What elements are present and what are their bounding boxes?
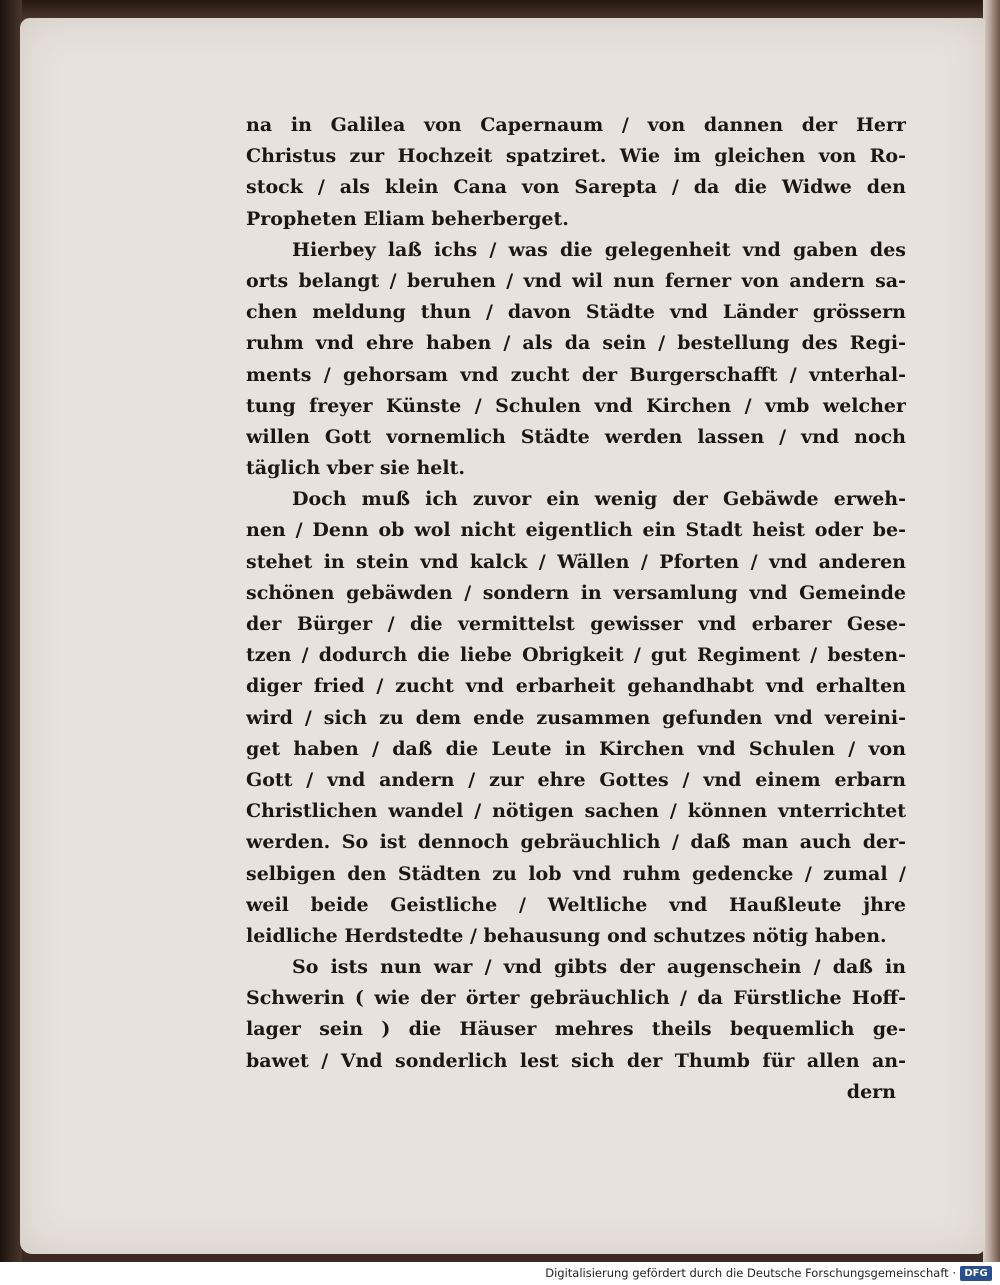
- text-line: schönen gebäwden / sondern in versamlung vnd Gemeinde: [246, 581, 906, 604]
- scan-border-left: [0, 0, 22, 1262]
- text-line: na in Galilea von Capernaum / von dannen der Herr: [246, 114, 906, 136]
- text-line: wird / sich zu dem ende zusammen gefunden vnd vereini-: [246, 706, 906, 729]
- text-line: Christus zur Hochzeit spatziret. Wie im gleichen von Ro-: [246, 145, 906, 168]
- text-line: bawet / Vnd sonderlich lest sich der Thumb für allen an-: [246, 1049, 906, 1072]
- text-line: tung freyer Künste / Schulen vnd Kirchen / vmb welcher: [246, 394, 906, 417]
- paragraph-start-line: Doch muß ich zuvor ein wenig der Gebäwde erweh-: [292, 488, 906, 511]
- text-line: Christlichen wandel / nötigen sachen / können vnterrichtet: [246, 800, 906, 823]
- text-line: selbigen den Städten zu lob vnd ruhm gedencke / zumal /: [246, 862, 906, 885]
- text-line: Gott / vnd andern / zur ehre Gottes / vnd einem erbarn: [246, 768, 906, 791]
- page-edge-right: [983, 0, 1000, 1262]
- text-line: stehet in stein vnd kalck / Wällen / Pforten / vnd anderen: [246, 550, 906, 573]
- text-line: willen Gott vornemlich Städte werden lassen / vnd noch: [246, 425, 906, 448]
- paragraph-start-line: So ists nun war / vnd gibts der augenschein / daß in: [292, 956, 906, 979]
- text-line: nen / Denn ob wol nicht eigentlich ein Stadt heist oder be-: [246, 519, 906, 542]
- text-line: der Bürger / die vermittelst gewisser vnd erbarer Gese-: [246, 613, 906, 635]
- funding-credit: Digitalisierung gefördert durch die Deutsche Forschungsgemeinschaft ·: [545, 1266, 956, 1280]
- text-line: weil beide Geistliche / Weltliche vnd Haußleute jhre: [246, 893, 906, 916]
- text-line: ruhm vnd ehre haben / als da sein / bestellung des Regi-: [246, 332, 906, 355]
- digitization-footer: [0, 1262, 1000, 1285]
- text-line: diger fried / zucht vnd erbarheit gehandhabt vnd erhalten: [246, 675, 906, 698]
- text-line: leidliche Herdstedte / behausung ond schutzes nötig haben.: [246, 924, 887, 947]
- text-line: stock / als klein Cana von Sarepta / da die Widwe den: [246, 176, 906, 199]
- dfg-logo: DFG: [960, 1266, 992, 1281]
- text-line: orts belangt / beruhen / vnd wil nun ferner von andern sa-: [246, 269, 906, 292]
- text-line: Schwerin ( wie der örter gebräuchlich / da Fürstliche Hoff-: [246, 987, 906, 1010]
- scan-border-top: [0, 0, 1000, 20]
- text-line: chen meldung thun / davon Städte vnd Länder grössern: [246, 301, 906, 324]
- text-line: tzen / dodurch die liebe Obrigkeit / gut Regiment / besten-: [246, 644, 906, 667]
- text-line: täglich vber sie helt.: [246, 457, 465, 480]
- text-line: get haben / daß die Leute in Kirchen vnd Schulen / von: [246, 737, 906, 760]
- text-line: Propheten Eliam beherberget.: [246, 207, 569, 230]
- body-text: [246, 110, 906, 1108]
- catchword: dern: [846, 1080, 896, 1103]
- text-line: werden. So ist dennoch gebräuchlich / daß man auch der-: [246, 831, 906, 854]
- text-line: lager sein ) die Häuser mehres theils bequemlich ge-: [246, 1018, 906, 1041]
- text-line: ments / gehorsam vnd zucht der Burgerschafft / vnterhal-: [246, 363, 906, 386]
- paragraph-start-line: Hierbey laß ichs / was die gelegenheit vnd gaben des: [292, 238, 906, 261]
